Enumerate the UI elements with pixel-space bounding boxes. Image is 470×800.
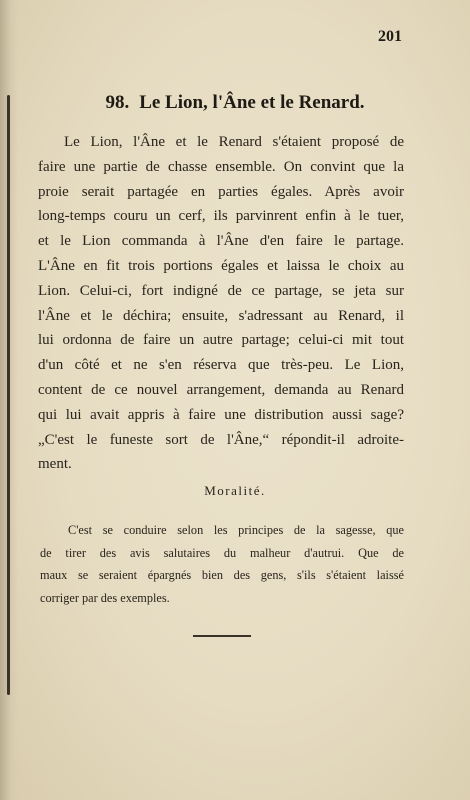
- fable-line: proie serait partagée en parties égales. Après avoir: [38, 183, 404, 200]
- moral-heading: Moralité.: [204, 483, 266, 498]
- moral-line: C'est se conduire selon les principes de la sagesse, que: [68, 523, 404, 537]
- fable-number: 98.: [105, 92, 130, 113]
- page-number: 201: [378, 28, 402, 45]
- moral-line: corriger par des exemples.: [40, 590, 170, 605]
- fable-line: Le Lion, l'Âne et le Renard s'étaient proposé de: [64, 134, 404, 150]
- fable-title-block: [0, 92, 470, 114]
- fable-line: et le Lion commanda à l'Âne d'en faire le partage.: [38, 233, 404, 250]
- fable-line: l'Âne et le déchira; ensuite, s'adressant au Renard, il: [38, 307, 404, 324]
- fable-title: Le Lion, l'Âne et le Renard.: [139, 92, 365, 113]
- fable-line: ment.: [38, 456, 72, 473]
- fable-line: faire une partie de chasse ensemble. On convint que la: [38, 158, 404, 175]
- fable-line: content de ce nouvel arrangement, demanda au Renard: [38, 381, 404, 398]
- fable-line: long-temps couru un cerf, ils parvinrent enfin à le tuer,: [38, 208, 404, 225]
- moral-line: de tirer des avis salutaires du malheur d'autrui. Que de: [40, 545, 404, 560]
- fable-body: [38, 130, 404, 477]
- fable-line: L'Âne en fit trois portions égales et laissa le choix au: [38, 257, 404, 274]
- fable-line: „C'est le funeste sort de l'Âne,“ répondit-il adroite-: [38, 431, 404, 448]
- fable-line: qui lui avait appris à faire une distribution aussi sage?: [38, 406, 404, 423]
- end-rule-divider: [193, 635, 251, 637]
- fable-line: d'un côté et ne s'en réserva que très-peu. Le Lion,: [38, 357, 404, 374]
- fable-line: Lion. Celui-ci, fort indigné de ce partage, se jeta sur: [38, 282, 404, 299]
- binding-line: [7, 95, 10, 695]
- fable-line: lui ordonna de faire un autre partage; celui-ci mit tout: [38, 332, 404, 349]
- moral-line: maux se seraient épargnés bien des gens, s'ils s'étaient laissé: [40, 568, 404, 582]
- moral-body: [40, 519, 404, 609]
